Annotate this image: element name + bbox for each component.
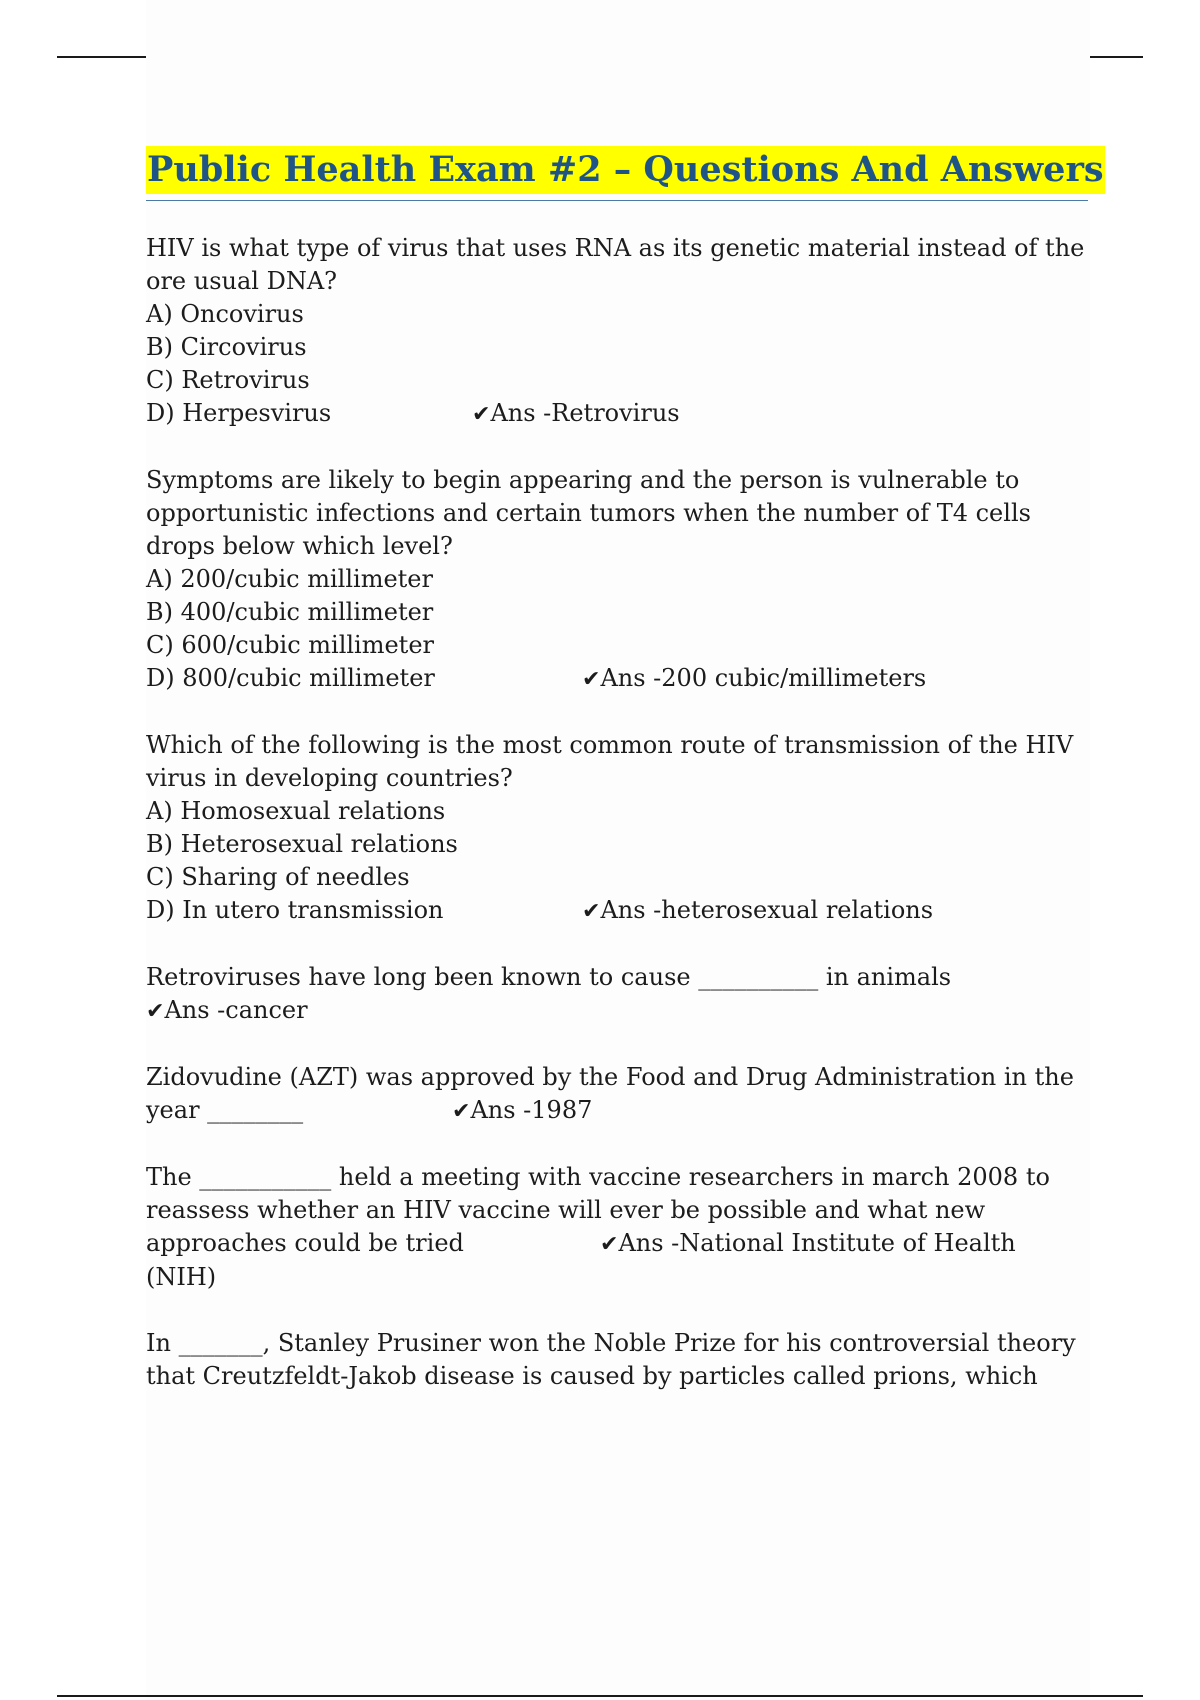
question-text: virus in developing countries? bbox=[146, 764, 513, 792]
checkmark-icon: ✔ bbox=[600, 1232, 619, 1257]
answer-text: Ans -Retrovirus bbox=[490, 399, 680, 427]
answer-option: A) 200/cubic millimeter bbox=[146, 565, 433, 593]
checkmark-icon: ✔ bbox=[582, 667, 601, 692]
question-item bbox=[146, 1161, 1086, 1294]
answer-option: D) 800/cubic millimeter bbox=[146, 664, 435, 692]
answer-row bbox=[146, 397, 1086, 431]
title-underline bbox=[146, 200, 1088, 201]
answer-option: C) Retrovirus bbox=[146, 366, 310, 394]
question-item bbox=[146, 1061, 1086, 1128]
question-text: HIV is what type of virus that uses RNA as its genetic material instead of the bbox=[146, 234, 1085, 262]
answer-text: Ans -National Institute of Health bbox=[618, 1229, 1016, 1257]
answer-option: A) Oncovirus bbox=[146, 300, 304, 328]
question-text: Retroviruses have long been known to cause __________ in animals bbox=[146, 963, 952, 991]
correct-answer bbox=[472, 397, 680, 431]
document-title: Public Health Exam #2 – Questions And Answers bbox=[146, 146, 1105, 194]
answer-continuation: (NIH) bbox=[146, 1263, 217, 1291]
question-item bbox=[146, 464, 1086, 696]
answer-text: Ans -cancer bbox=[164, 996, 308, 1024]
question-text: Which of the following is the most common route of transmission of the HIV bbox=[146, 731, 1074, 759]
answer-text: Ans -heterosexual relations bbox=[600, 896, 934, 924]
question-text: Symptoms are likely to begin appearing and the person is vulnerable to bbox=[146, 466, 1020, 494]
answer-option: D) In utero transmission bbox=[146, 896, 444, 924]
correct-answer bbox=[146, 994, 1086, 1028]
answer-option: B) Heterosexual relations bbox=[146, 830, 458, 858]
title-block bbox=[146, 146, 1104, 201]
checkmark-icon: ✔ bbox=[472, 402, 491, 427]
answer-row bbox=[146, 1227, 1086, 1261]
checkmark-icon: ✔ bbox=[582, 899, 601, 924]
correct-answer bbox=[600, 1227, 1016, 1261]
question-text: year ________ bbox=[146, 1096, 304, 1124]
answer-text: Ans -1987 bbox=[470, 1096, 593, 1124]
question-text: ore usual DNA? bbox=[146, 267, 338, 295]
question-item bbox=[146, 961, 1086, 1028]
answer-row bbox=[146, 1094, 1086, 1128]
answer-row bbox=[146, 662, 1086, 696]
correct-answer bbox=[452, 1094, 592, 1128]
question-text: The ___________ held a meeting with vaccine researchers in march 2008 to bbox=[146, 1163, 1050, 1191]
correct-answer bbox=[582, 662, 926, 696]
checkmark-icon: ✔ bbox=[452, 1099, 471, 1124]
answer-option: A) Homosexual relations bbox=[146, 797, 446, 825]
question-text: Zidovudine (AZT) was approved by the Food and Drug Administration in the bbox=[146, 1063, 1074, 1091]
question-item bbox=[146, 1327, 1086, 1393]
answer-option: D) Herpesvirus bbox=[146, 399, 332, 427]
question-text: In _______, Stanley Prusiner won the Noble Prize for his controversial theory bbox=[146, 1329, 1076, 1357]
answer-option: C) Sharing of needles bbox=[146, 863, 410, 891]
question-text: reassess whether an HIV vaccine will ever be possible and what new bbox=[146, 1196, 986, 1224]
answer-option: B) 400/cubic millimeter bbox=[146, 598, 434, 626]
correct-answer bbox=[582, 894, 933, 928]
answer-row bbox=[146, 894, 1086, 928]
question-list bbox=[146, 232, 1086, 1426]
checkmark-icon: ✔ bbox=[146, 999, 165, 1024]
answer-option: C) 600/cubic millimeter bbox=[146, 631, 434, 659]
question-item bbox=[146, 232, 1086, 431]
answer-text: Ans -200 cubic/millimeters bbox=[600, 664, 927, 692]
question-text: opportunistic infections and certain tumors when the number of T4 cells bbox=[146, 499, 1031, 527]
question-text: approaches could be tried bbox=[146, 1229, 464, 1257]
answer-option: B) Circovirus bbox=[146, 333, 307, 361]
question-item bbox=[146, 729, 1086, 928]
question-text: that Creutzfeldt-Jakob disease is caused by particles called prions, which bbox=[146, 1362, 1038, 1390]
question-text: drops below which level? bbox=[146, 532, 453, 560]
page-bottom-rule bbox=[57, 1695, 1143, 1697]
